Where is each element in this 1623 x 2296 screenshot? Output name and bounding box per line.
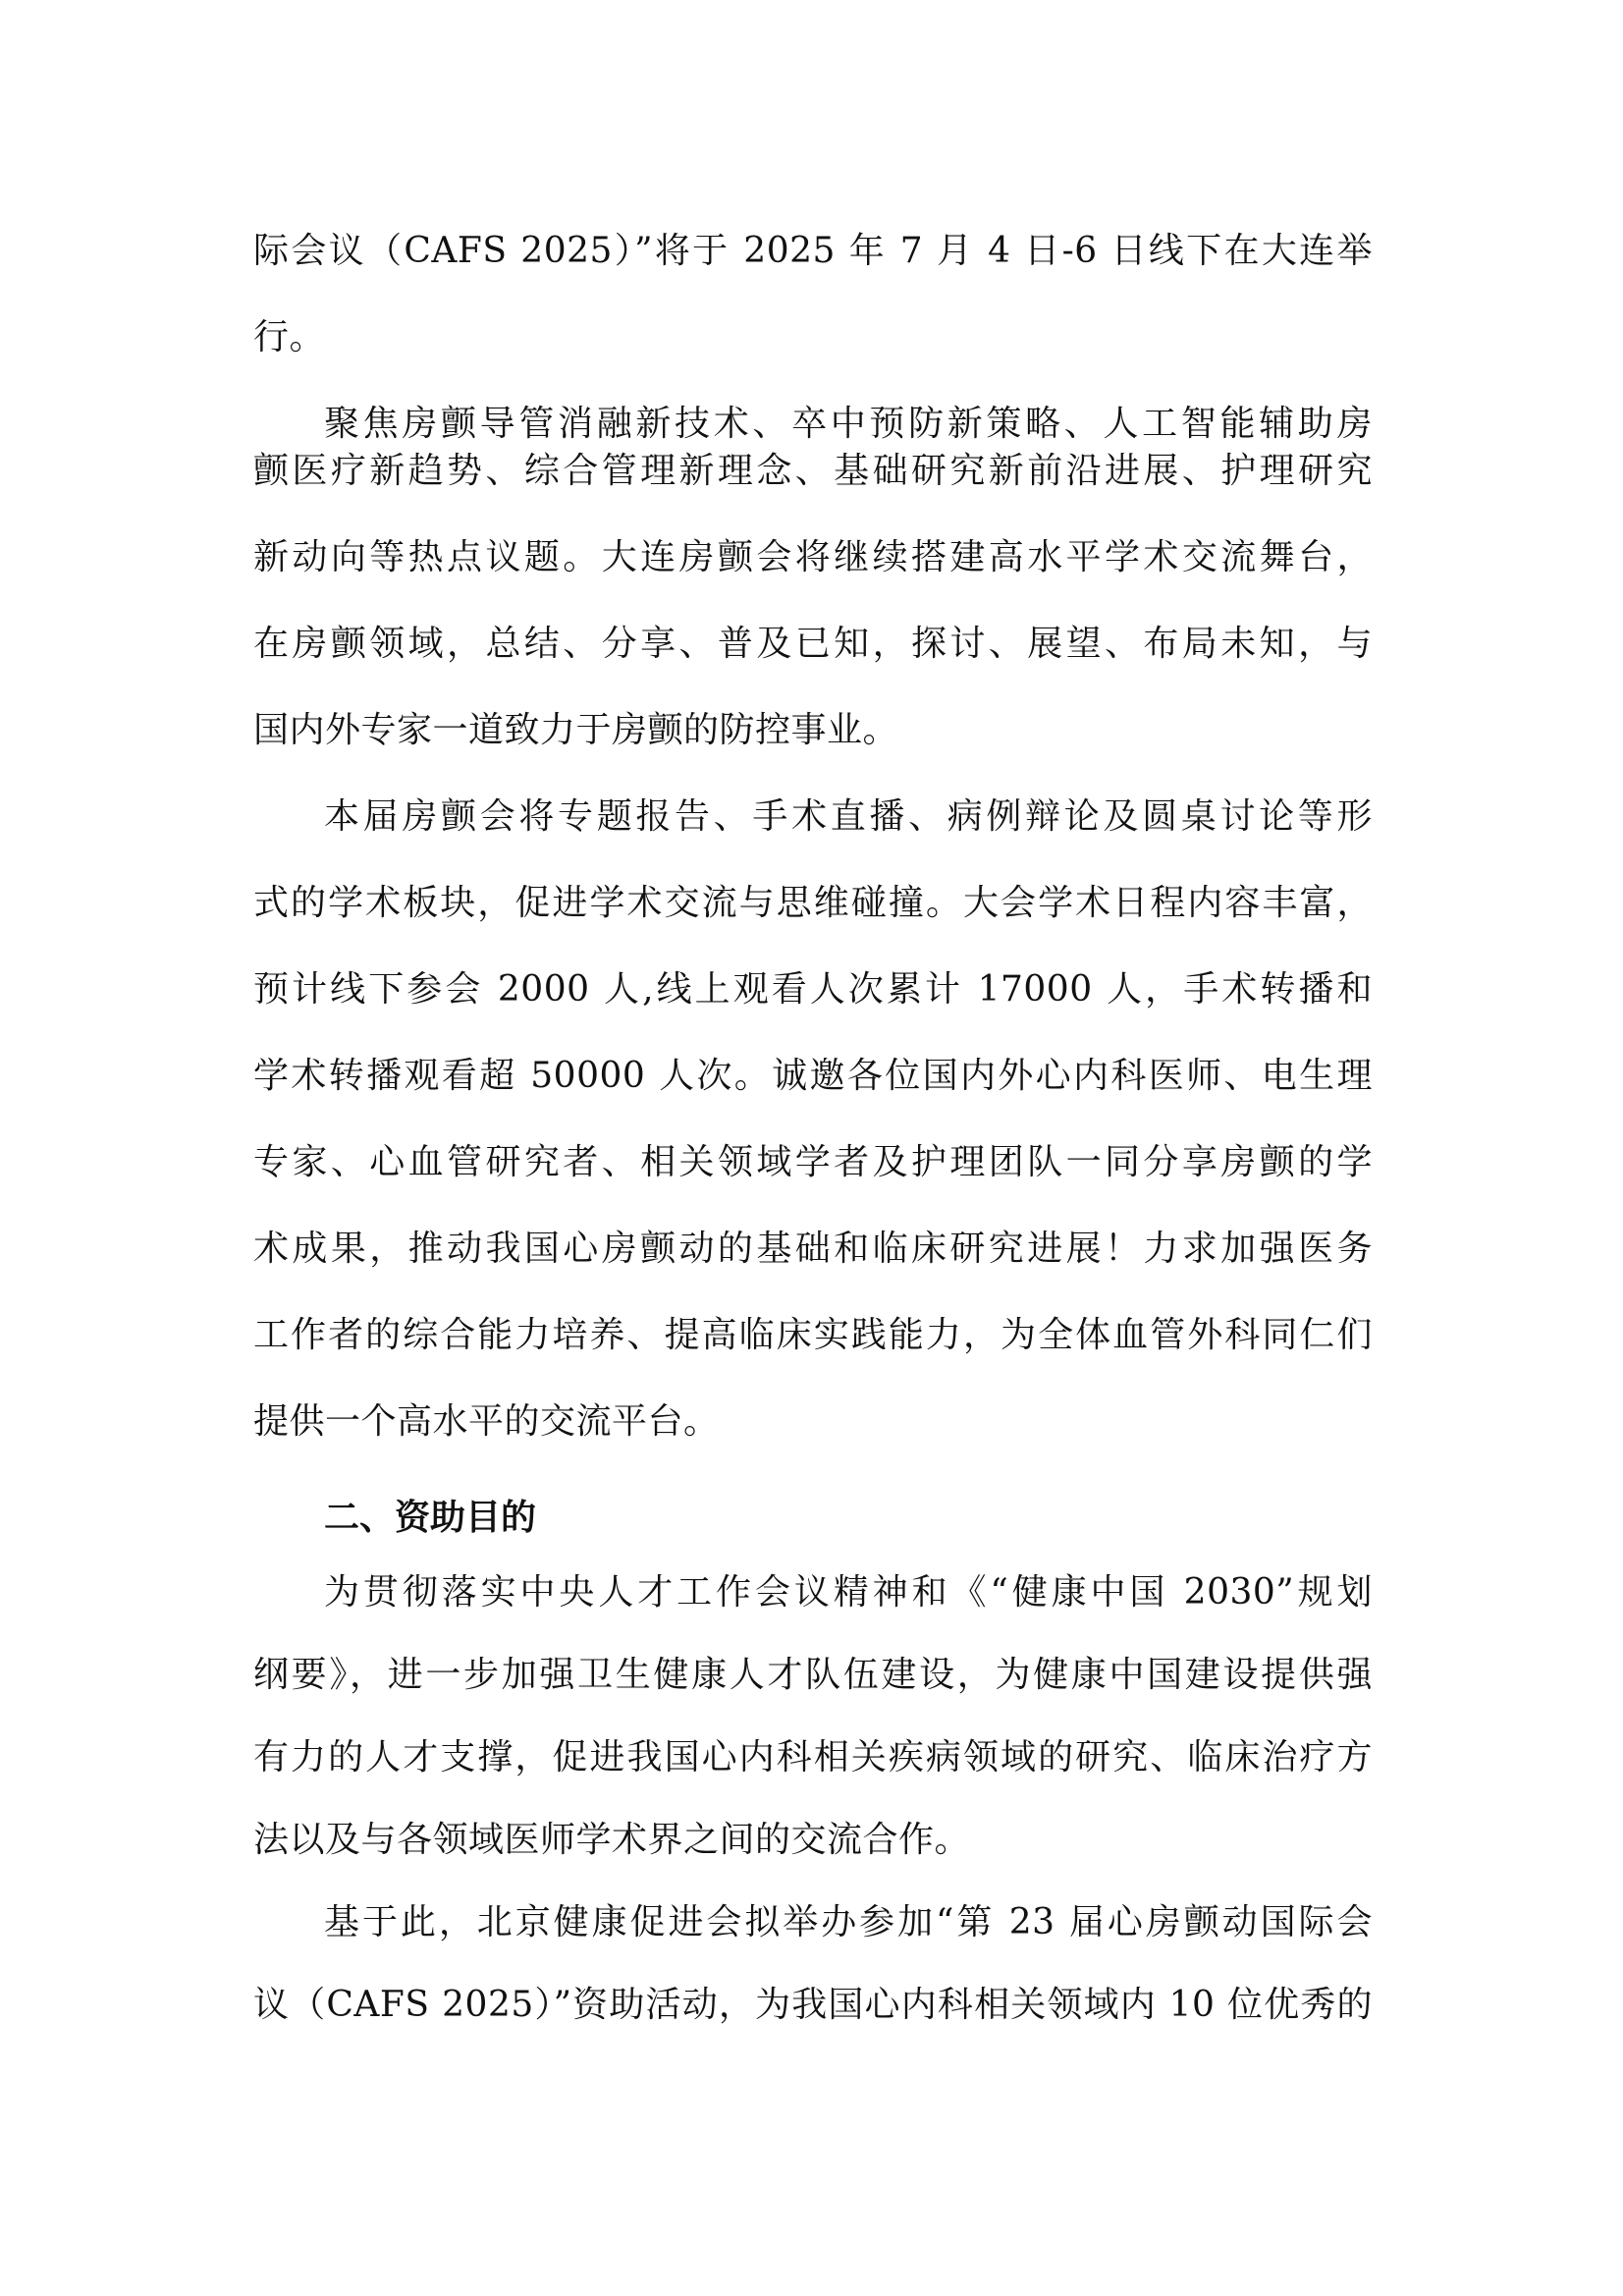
text-line: 法以及与各领域医师学术界之间的交流合作。 bbox=[253, 1820, 971, 1860]
text-line: 颤医疗新趋势、综合管理新理念、基础研究新前沿进展、护理研究 bbox=[253, 451, 1373, 491]
text-line: 聚焦房颤导管消融新技术、卒中预防新策略、人工智能辅助房 bbox=[324, 404, 1373, 444]
text-line: 术成果，推动我国心房颤动的基础和临床研究进展！力求加强医务 bbox=[253, 1229, 1373, 1269]
text-line: 工作者的综合能力培养、提高临床实践能力，为全体血管外科同仁们 bbox=[253, 1315, 1373, 1355]
text-line: 纲要》，进一步加强卫生健康人才队伍建设，为健康中国建设提供强 bbox=[253, 1655, 1373, 1695]
text-line: 际会议（CAFS 2025）”将于 2025 年 7 月 4 日-6 日线下在大连举 bbox=[253, 231, 1373, 271]
text-line: 在房颤领域，总结、分享、普及已知，探讨、展望、布局未知，与 bbox=[253, 624, 1373, 664]
purpose-paragraph bbox=[253, 1569, 1373, 1864]
text-line: 议（CAFS 2025）”资助活动，为我国心内科相关领域内 10 位优秀的 bbox=[253, 1985, 1373, 2025]
section-purpose bbox=[253, 1495, 1373, 2029]
text-line: 预计线下参会 2000 人,线上观看人次累计 17000 人，手术转播和 bbox=[253, 969, 1373, 1010]
focus-paragraph-body bbox=[253, 448, 1373, 754]
text-line: 行。 bbox=[253, 317, 326, 357]
text-line: 新动向等热点议题。大连房颤会将继续搭建高水平学术交流舞台， bbox=[253, 537, 1373, 577]
text-line: 有力的人才支撑，促进我国心内科相关疾病领域的研究、临床治疗方 bbox=[253, 1737, 1373, 1777]
text-line: 提供一个高水平的交流平台。 bbox=[253, 1401, 720, 1442]
text-line: 为贯彻落实中央人才工作会议精神和《“健康中国 2030”规划 bbox=[324, 1572, 1373, 1613]
focus-paragraph bbox=[253, 401, 1373, 448]
basis-paragraph bbox=[253, 1899, 1373, 2029]
program-paragraph bbox=[253, 793, 1373, 1446]
text-line: 基于此，北京健康促进会拟举办参加“第 23 届心房颤动国际会 bbox=[324, 1902, 1373, 1942]
section-heading: 二、资助目的 bbox=[324, 1498, 537, 1538]
text-line: 国内外专家一道致力于房颤的防控事业。 bbox=[253, 710, 899, 750]
text-line: 本届房颤会将专题报告、手术直播、病例辩论及圆桌讨论等形 bbox=[324, 796, 1373, 837]
text-line: 学术转播观看超 50000 人次。诚邀各位国内外心内科医师、电生理 bbox=[253, 1056, 1373, 1096]
text-line: 专家、心血管研究者、相关领域学者及护理团队一同分享房颤的学 bbox=[253, 1142, 1373, 1182]
intro-paragraph bbox=[253, 228, 1373, 361]
text-line: 式的学术板块，促进学术交流与思维碰撞。大会学术日程内容丰富， bbox=[253, 883, 1373, 923]
page-body bbox=[253, 228, 1373, 2064]
